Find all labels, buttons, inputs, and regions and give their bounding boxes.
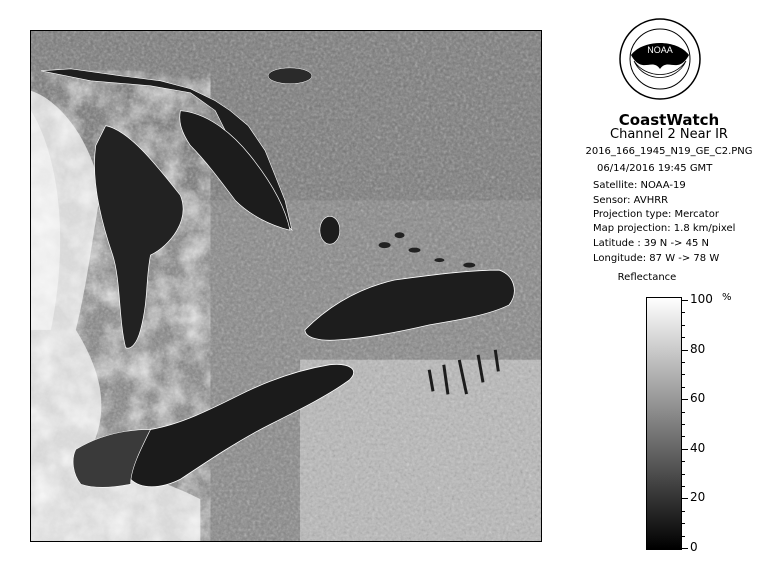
colorbar-minor-tick	[682, 412, 685, 413]
colorbar-minor-tick	[682, 374, 685, 375]
satellite-image	[30, 30, 542, 542]
file-name: 2016_166_1945_N19_GE_C2.PNG	[585, 146, 753, 157]
colorbar-tick	[682, 548, 688, 549]
colorbar-minor-tick	[682, 523, 685, 524]
longitude-label: Longitude: 87 W -> 78 W	[593, 253, 720, 264]
colorbar-tick	[682, 399, 688, 400]
channel-subtitle: Channel 2 Near IR	[610, 127, 728, 142]
colorbar-tick	[682, 300, 688, 301]
colorbar-minor-tick	[682, 461, 685, 462]
projection-type-label: Projection type: Mercator	[593, 209, 719, 220]
colorbar-minor-tick	[682, 362, 685, 363]
sensor-label: Sensor: AVHRR	[593, 195, 669, 206]
colorbar-tick-label: 20	[690, 490, 706, 505]
page-title: CoastWatch	[618, 111, 720, 129]
colorbar-unit: %	[722, 292, 732, 303]
colorbar-tick-label: 80	[690, 341, 706, 356]
colorbar-tick-label: 0	[690, 540, 698, 554]
colorbar-tick	[682, 498, 688, 499]
reflectance-colorbar	[646, 297, 682, 550]
colorbar-tick-label: 60	[690, 391, 706, 406]
satellite-image-svg	[31, 31, 541, 541]
date-time: 06/14/2016 19:45 GMT	[597, 163, 713, 174]
colorbar-minor-tick	[682, 312, 685, 313]
colorbar-minor-tick	[682, 474, 685, 475]
colorbar-tick-label: 100	[690, 292, 713, 306]
colorbar-minor-tick	[682, 436, 685, 437]
colorbar-minor-tick	[682, 536, 685, 537]
colorbar-tick-label: 40	[690, 440, 706, 455]
colorbar-tick	[682, 449, 688, 450]
colorbar-title: Reflectance	[617, 272, 677, 283]
colorbar-minor-tick	[682, 337, 685, 338]
noaa-logo	[618, 17, 702, 101]
colorbar-tick	[682, 350, 688, 351]
logo-text: NOAA	[647, 45, 673, 55]
satellite-label: Satellite: NOAA-19	[593, 180, 686, 191]
map-projection-label: Map projection: 1.8 km/pixel	[593, 223, 736, 234]
colorbar-minor-tick	[682, 387, 685, 388]
colorbar-minor-tick	[682, 424, 685, 425]
colorbar-minor-tick	[682, 511, 685, 512]
colorbar-minor-tick	[682, 486, 685, 487]
colorbar-minor-tick	[682, 325, 685, 326]
latitude-label: Latitude : 39 N -> 45 N	[593, 238, 709, 249]
